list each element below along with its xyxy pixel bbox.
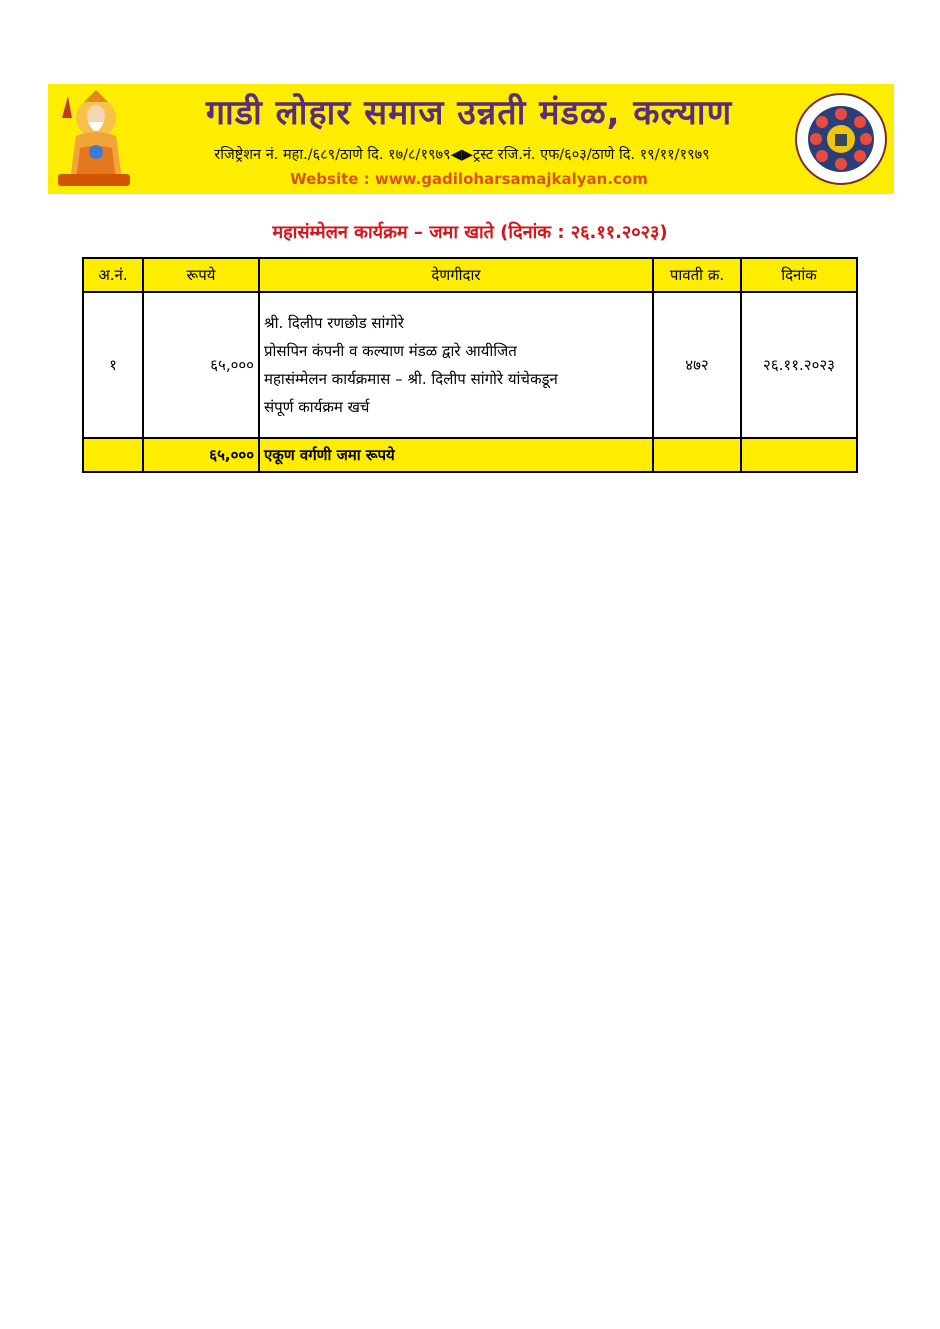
donor-line: श्री. दिलीप रणछोड सांगोरे	[264, 314, 404, 332]
website-text: Website : www.gadiloharsamajkalyan.com	[290, 170, 648, 188]
total-amount: ६५,०००	[143, 438, 259, 472]
table-row	[83, 292, 857, 438]
cell-receipt: ४७२	[653, 292, 741, 438]
cell-amount: ६५,०००	[143, 292, 259, 438]
column-header-receipt: पावती क्र.	[653, 258, 741, 292]
column-header-amount: रूपये	[143, 258, 259, 292]
column-header-serial: अ.नं.	[83, 258, 143, 292]
total-date-empty	[741, 438, 857, 472]
column-header-donor: देणगीदार	[259, 258, 653, 292]
donor-line: महासंम्मेलन कार्यक्रमास – श्री. दिलीप सांगोरे यांचेकडून	[264, 370, 558, 388]
donor-line: प्रोसपिन कंपनी व कल्याण मंडळ द्वारे आयीजित	[264, 342, 517, 360]
cell-donor	[259, 292, 653, 438]
donor-line: संपूर्ण कार्यक्रम खर्च	[264, 398, 370, 416]
header-banner	[48, 84, 894, 194]
donation-ledger-table	[82, 257, 858, 473]
total-row	[83, 438, 857, 472]
total-serial-empty	[83, 438, 143, 472]
report-heading: महासंम्मेलन कार्यक्रम – जमा खाते (दिनांक : २६.११.२०२३)	[272, 222, 668, 243]
cell-date: २६.११.२०२३	[741, 292, 857, 438]
organization-seal-logo	[794, 92, 888, 186]
cell-serial: १	[83, 292, 143, 438]
vishwakarma-deity-image	[54, 88, 134, 190]
total-label: एकूण वर्गणी जमा रूपये	[259, 438, 653, 472]
table-header-row	[83, 258, 857, 292]
organization-title: गाडी लोहार समाज उन्नती मंडळ, कल्याण	[205, 93, 733, 133]
registration-details: रजिष्ट्रेशन नं. महा./६८९/ठाणे दि. १७/८/१९७९◀▶ट्रस्ट रजि.नं. एफ/६०३/ठाणे दि. १९/११/१९७९	[214, 147, 710, 163]
total-receipt-empty	[653, 438, 741, 472]
column-header-date: दिनांक	[741, 258, 857, 292]
